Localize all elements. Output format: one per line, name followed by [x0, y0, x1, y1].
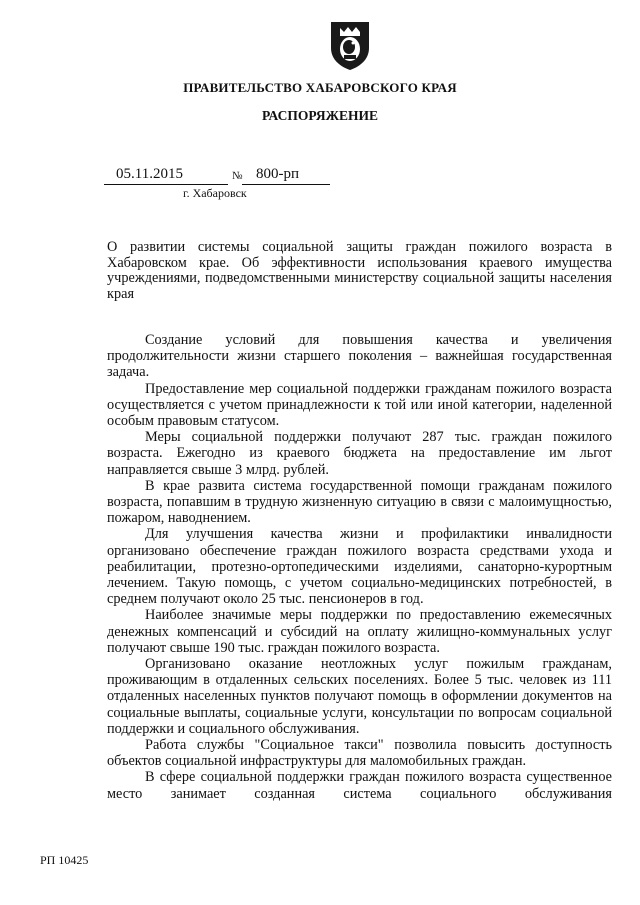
body-paragraph: Меры социальной поддержки получают 287 тыс. граждан пожилого возраста. Ежегодно из краевого бюджета на предоставление им льгот направляется свыше 3 млрд. рублей.	[107, 429, 612, 478]
body-paragraph: Предоставление мер социальной поддержки гражданам пожилого возраста осуществляется с учетом принадлежности к той или иной категории, наделенной особым правовым статусом.	[107, 380, 612, 430]
body-paragraph: Организовано оказание неотложных услуг пожилым гражданам, проживающим в отдаленных сельских поселениях. Более 5 тыс. человек из 111 отдаленных населенных пунктов получают помощь в оформлении документов на социальные выплаты, социальные услуги, консультации по вопросам социальной поддержки и социального обслуживания.	[107, 656, 612, 737]
document-date: 05.11.2015	[116, 166, 183, 182]
registration-code: РП 10425	[40, 853, 89, 867]
number-sign: №	[232, 170, 243, 182]
document-city: г. Хабаровск	[183, 186, 247, 200]
government-name: ПРАВИТЕЛЬСТВО ХАБАРОВСКОГО КРАЯ	[183, 80, 457, 95]
document-body	[107, 332, 612, 802]
body-paragraph: Создание условий для повышения качества и увеличения продолжительности жизни старшего поколения – важнейшая государственная задача.	[107, 332, 612, 381]
document-number: 800-рп	[256, 166, 300, 182]
body-paragraph: Работа службы "Социальное такси" позволила повысить доступность объектов социальной инфраструктуры для маломобильных граждан.	[107, 737, 612, 770]
document-subject: О развитии системы социальной защиты граждан пожилого возраста в Хабаровском крае. Об эффективности использования краевого имущества учреждениями, подведомственными министерству социальной защиты населения края	[107, 239, 612, 302]
body-paragraph: В сфере социальной поддержки граждан пожилого возраста существенное место занимает созданная система социального обслуживания	[107, 769, 612, 802]
date-underline	[104, 184, 228, 185]
document-type: РАСПОРЯЖЕНИЕ	[261, 108, 379, 123]
number-underline	[242, 184, 330, 185]
body-paragraph: Для улучшения качества жизни и профилактики инвалидности организовано обеспечение граждан пожилого возраста средствами ухода и реабилитации, протезно-ортопедическими изделиями, санаторно-курортным лечением. Такую помощь, с учетом социально-медицинских потребностей, в среднем получают около 25 тыс. пенсионеров в год.	[107, 526, 612, 608]
body-paragraph: Наиболее значимые меры поддержки по предоставлению ежемесячных денежных компенсаций и субсидий на оплату жилищно-коммунальных услуг получают свыше 190 тыс. граждан пожилого возраста.	[107, 607, 612, 656]
body-paragraph: В крае развита система государственной помощи гражданам пожилого возраста, попавшим в трудную жизненную ситуацию в связи с малоимущностью, пожаром, наводнением.	[107, 477, 612, 527]
coat-of-arms-icon	[327, 18, 373, 72]
